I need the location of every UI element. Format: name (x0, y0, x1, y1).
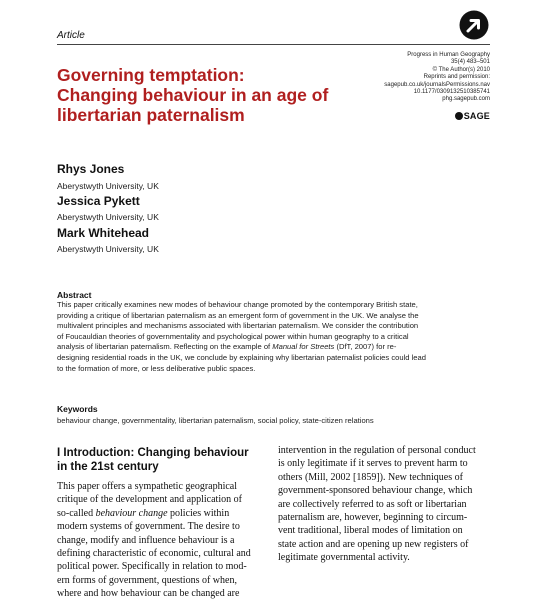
body-line: political power. Specifically in relation to mod- (57, 561, 247, 573)
section-heading-line: in the 21st century (57, 461, 159, 473)
body-line: defining characteristic of economic, cultural and (57, 548, 251, 560)
abstract-line: to the formation of more, or less deliberative public spaces. (57, 363, 256, 373)
body-line: so-called behaviour change policies within (57, 507, 230, 519)
author-affiliation: Aberystwyth University, UK (57, 244, 159, 254)
body-line: legitimate governmental activity. (278, 552, 410, 564)
article-title (57, 65, 347, 125)
abstract-line: analysis of libertarian paternalism. Reflecting on the example of Manual for Streets (DfT, 2007) for re- (57, 342, 397, 352)
body-line: vent traditional, liberal modes of limitation on (278, 525, 463, 537)
publisher-logo (455, 111, 490, 121)
journal-logo-icon (459, 10, 489, 40)
volume-pages: 35(4) 483–501 (450, 59, 490, 66)
body-line: government-sponsored behaviour change, which (278, 485, 473, 497)
keywords-list: behaviour change, governmentality, libertarian paternalism, social policy, state-citizen relations (57, 416, 374, 425)
header-rule (57, 44, 490, 45)
body-column-right (278, 444, 492, 565)
journal-url[interactable]: phg.sagepub.com (442, 96, 490, 103)
keywords-heading: Keywords (57, 404, 98, 414)
body-line: critique of the development and application of (57, 494, 242, 506)
journal-name: Progress in Human Geography (407, 52, 490, 58)
body-line: is only legitimate if it serves to prevent harm to (278, 458, 468, 470)
body-line: are collectively referred to as soft or libertarian (278, 498, 467, 510)
author-name: Jessica Pykett (57, 194, 140, 208)
body-line: intervention in the regulation of personal conduct (278, 445, 476, 456)
title-line: Governing temptation: (57, 65, 245, 85)
title-line: libertarian paternalism (57, 105, 245, 125)
abstract-line: providing a critique of libertarian paternalism as an emergent form of government in the UK. We analyse the (57, 310, 419, 320)
publisher-logo-icon (455, 112, 463, 120)
abstract-line: of Foucauldian theories of governmentality and psychological power within human geography to a critical (57, 331, 409, 341)
author-affiliation: Aberystwyth University, UK (57, 181, 159, 191)
body-column-left (57, 480, 269, 601)
abstract-line: multivalent principles and mechanisms associated with libertarian paternalism. We consider the contribution (57, 321, 419, 331)
body-line: paternalism are, however, beginning to circum- (278, 512, 468, 524)
section-heading (57, 446, 272, 474)
body-line: where and how behaviour can be changed are (57, 588, 240, 600)
author-name: Mark Whitehead (57, 226, 150, 240)
author-affiliation: Aberystwyth University, UK (57, 212, 159, 222)
body-line: state action and are opening up new registers of (278, 538, 469, 550)
body-line: ern forms of government, questions of when, (57, 574, 237, 586)
body-line: This paper offers a sympathetic geographical (57, 481, 238, 492)
body-line: others (Mill, 2002 [1859]). New techniques of (278, 471, 463, 483)
reprints-label: Reprints and permission: (423, 74, 490, 81)
article-type-label: Article (57, 30, 85, 41)
author-name: Rhys Jones (57, 162, 125, 176)
permissions-link[interactable]: sagepub.co.uk/journalsPermissions.nav (384, 81, 490, 88)
abstract-heading: Abstract (57, 290, 92, 300)
doi[interactable]: 10.1177/0309132510385741 (413, 89, 490, 96)
body-line: change, modify and influence behaviour is a (57, 534, 235, 546)
publisher-name: SAGE (463, 111, 490, 121)
abstract-body (57, 300, 494, 374)
abstract-line: This paper critically examines new modes of behaviour change promoted by the contemporary British state, (57, 300, 418, 309)
section-heading-line: I Introduction: Changing behaviour (57, 447, 249, 459)
copyright: © The Author(s) 2010 (432, 66, 490, 73)
title-line: Changing behaviour in an age of (57, 85, 329, 105)
abstract-line: designing residential roads in the UK, we conclude by explaining why libertarian paternalist policies could lead (57, 352, 426, 362)
body-line: modern systems of government. The desire to (57, 521, 240, 533)
